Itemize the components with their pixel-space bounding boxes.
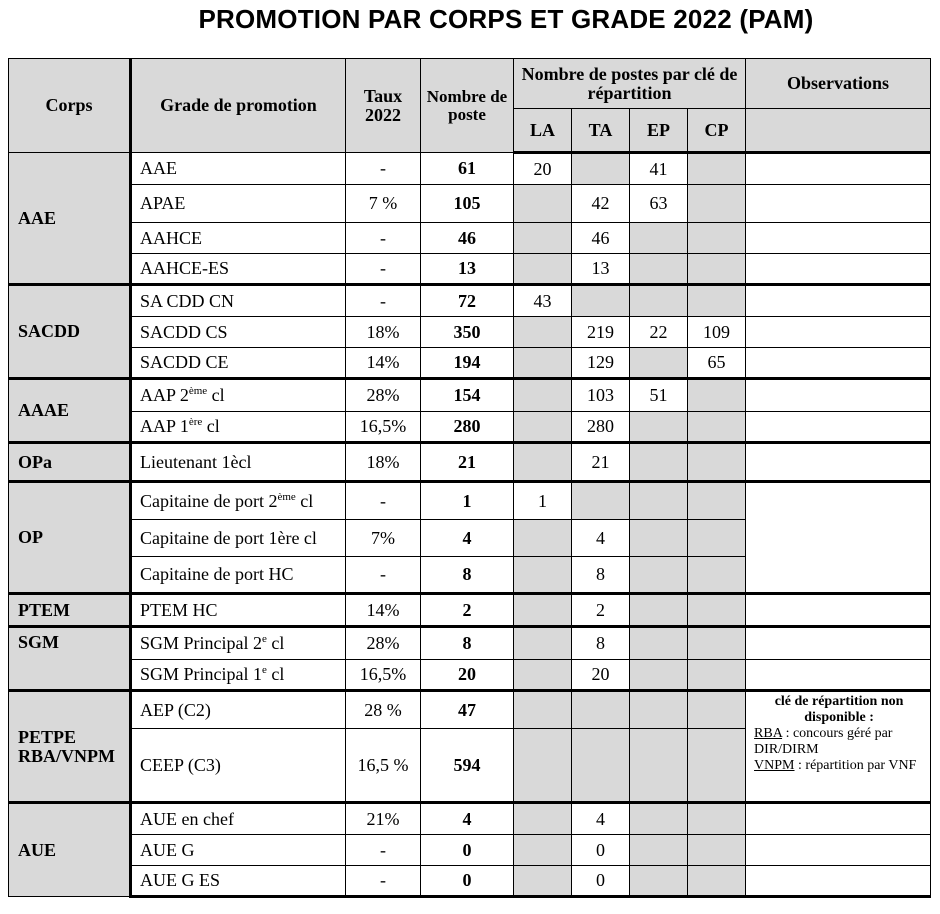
la-cell-empty bbox=[514, 557, 572, 594]
ep-cell: 51 bbox=[630, 379, 688, 412]
observation-cell bbox=[746, 627, 931, 660]
nombre-cell: 594 bbox=[421, 729, 514, 803]
grade-cell: SA CDD CN bbox=[131, 285, 346, 317]
nombre-cell: 8 bbox=[421, 627, 514, 660]
cp-cell-empty bbox=[688, 594, 746, 627]
ta-cell: 129 bbox=[572, 348, 630, 379]
ep-cell-empty bbox=[630, 594, 688, 627]
cp-cell-empty bbox=[688, 835, 746, 866]
grade-cell: AAP 1ère cl bbox=[131, 412, 346, 443]
taux-cell: 16,5% bbox=[346, 660, 421, 691]
page-title: PROMOTION PAR CORPS ET GRADE 2022 (PAM) bbox=[198, 4, 814, 34]
cp-cell-empty bbox=[688, 557, 746, 594]
ta-cell: 280 bbox=[572, 412, 630, 443]
header-repartition: Nombre de postes par clé de répartition bbox=[514, 59, 746, 109]
la-cell-empty bbox=[514, 627, 572, 660]
nombre-cell: 0 bbox=[421, 835, 514, 866]
cp-cell: 65 bbox=[688, 348, 746, 379]
cp-cell-empty bbox=[688, 443, 746, 482]
cp-cell-empty bbox=[688, 520, 746, 557]
ep-cell-empty bbox=[630, 835, 688, 866]
ep-cell-empty bbox=[630, 691, 688, 729]
ta-cell: 0 bbox=[572, 866, 630, 897]
ta-cell: 4 bbox=[572, 803, 630, 835]
promotion-table bbox=[8, 58, 931, 898]
la-cell-empty bbox=[514, 835, 572, 866]
ta-cell: 4 bbox=[572, 520, 630, 557]
la-cell: 1 bbox=[514, 482, 572, 520]
taux-cell: - bbox=[346, 254, 421, 285]
observation-cell bbox=[746, 317, 931, 348]
la-cell-empty bbox=[514, 520, 572, 557]
ep-cell-empty bbox=[630, 443, 688, 482]
grade-cell: Capitaine de port 2ème cl bbox=[131, 482, 346, 520]
nombre-cell: 8 bbox=[421, 557, 514, 594]
ta-cell: 13 bbox=[572, 254, 630, 285]
header-nombre: Nombre de poste bbox=[421, 59, 514, 153]
ep-cell-empty bbox=[630, 285, 688, 317]
observation-cell bbox=[746, 153, 931, 185]
grade-cell: Capitaine de port 1ère cl bbox=[131, 520, 346, 557]
taux-cell: 28 % bbox=[346, 691, 421, 729]
ta-cell: 20 bbox=[572, 660, 630, 691]
corps-petpe: PETPE RBA/VNPM bbox=[9, 691, 131, 803]
taux-cell: 16,5 % bbox=[346, 729, 421, 803]
grade-cell: AAHCE bbox=[131, 223, 346, 254]
corps-aue: AUE bbox=[9, 803, 131, 897]
ta-cell: 2 bbox=[572, 594, 630, 627]
corps-sacdd: SACDD bbox=[9, 285, 131, 379]
la-cell: 43 bbox=[514, 285, 572, 317]
corps-opa: OPa bbox=[9, 443, 131, 482]
observation-cell bbox=[746, 660, 931, 691]
grade-cell: AAHCE-ES bbox=[131, 254, 346, 285]
la-cell-empty bbox=[514, 185, 572, 223]
la-cell-empty bbox=[514, 594, 572, 627]
la-cell-empty bbox=[514, 348, 572, 379]
cp-cell-empty bbox=[688, 482, 746, 520]
observation-cell bbox=[746, 379, 931, 412]
nombre-cell: 46 bbox=[421, 223, 514, 254]
taux-cell: - bbox=[346, 153, 421, 185]
la-cell-empty bbox=[514, 254, 572, 285]
ta-cell-empty bbox=[572, 729, 630, 803]
header-cp: CP bbox=[688, 109, 746, 153]
observation-cell bbox=[746, 348, 931, 379]
ep-cell-empty bbox=[630, 412, 688, 443]
taux-cell: 18% bbox=[346, 443, 421, 482]
taux-cell: 21% bbox=[346, 803, 421, 835]
grade-cell: SGM Principal 2e cl bbox=[131, 627, 346, 660]
corps-aae: AAE bbox=[9, 153, 131, 285]
grade-cell: AEP (C2) bbox=[131, 691, 346, 729]
grade-cell: Lieutenant 1ècl bbox=[131, 443, 346, 482]
nombre-cell: 20 bbox=[421, 660, 514, 691]
ta-cell: 8 bbox=[572, 627, 630, 660]
taux-cell: 14% bbox=[346, 348, 421, 379]
grade-cell: AAE bbox=[131, 153, 346, 185]
ep-cell-empty bbox=[630, 254, 688, 285]
nombre-cell: 194 bbox=[421, 348, 514, 379]
nombre-cell: 4 bbox=[421, 803, 514, 835]
taux-cell: 18% bbox=[346, 317, 421, 348]
nombre-cell: 72 bbox=[421, 285, 514, 317]
ta-cell: 219 bbox=[572, 317, 630, 348]
nombre-cell: 13 bbox=[421, 254, 514, 285]
header-corps: Corps bbox=[9, 59, 131, 153]
la-cell-empty bbox=[514, 317, 572, 348]
ta-cell: 8 bbox=[572, 557, 630, 594]
nombre-cell: 1 bbox=[421, 482, 514, 520]
corps-sgm: SGM bbox=[9, 627, 131, 691]
rba-term: RBA bbox=[754, 726, 783, 742]
taux-cell: - bbox=[346, 285, 421, 317]
corps-aaae: AAAE bbox=[9, 379, 131, 443]
rba-text: : concours géré par DIR/DIRM bbox=[754, 726, 893, 758]
cp-cell-empty bbox=[688, 254, 746, 285]
ep-cell-empty bbox=[630, 520, 688, 557]
cp-cell-empty bbox=[688, 153, 746, 185]
corps-ptem: PTEM bbox=[9, 594, 131, 627]
grade-cell: SACDD CS bbox=[131, 317, 346, 348]
grade-cell: APAE bbox=[131, 185, 346, 223]
ta-cell-empty bbox=[572, 285, 630, 317]
cp-cell-empty bbox=[688, 223, 746, 254]
cp-cell-empty bbox=[688, 379, 746, 412]
observation-cell bbox=[746, 412, 931, 443]
taux-cell: 14% bbox=[346, 594, 421, 627]
observation-cell bbox=[746, 835, 931, 866]
ta-cell-empty bbox=[572, 153, 630, 185]
taux-cell: 28% bbox=[346, 627, 421, 660]
vnpm-text: : répartition par VNF bbox=[794, 758, 917, 774]
grade-cell: SACDD CE bbox=[131, 348, 346, 379]
nombre-cell: 61 bbox=[421, 153, 514, 185]
ep-cell: 63 bbox=[630, 185, 688, 223]
taux-cell: - bbox=[346, 557, 421, 594]
la-cell-empty bbox=[514, 379, 572, 412]
grade-cell: AUE G bbox=[131, 835, 346, 866]
cp-cell-empty bbox=[688, 660, 746, 691]
taux-cell: - bbox=[346, 866, 421, 897]
observation-petpe bbox=[746, 691, 931, 803]
grade-cell: CEEP (C3) bbox=[131, 729, 346, 803]
nombre-cell: 350 bbox=[421, 317, 514, 348]
ta-cell-empty bbox=[572, 482, 630, 520]
la-cell-empty bbox=[514, 729, 572, 803]
ep-cell-empty bbox=[630, 348, 688, 379]
taux-cell: - bbox=[346, 835, 421, 866]
cp-cell-empty bbox=[688, 627, 746, 660]
observation-cell bbox=[746, 223, 931, 254]
observation-cell bbox=[746, 594, 931, 627]
observation-cell bbox=[746, 185, 931, 223]
header-ep: EP bbox=[630, 109, 688, 153]
cp-cell-empty bbox=[688, 412, 746, 443]
la-cell-empty bbox=[514, 443, 572, 482]
grade-cell: AAP 2ème cl bbox=[131, 379, 346, 412]
grade-cell: PTEM HC bbox=[131, 594, 346, 627]
ep-cell-empty bbox=[630, 866, 688, 897]
header-observations: Observations bbox=[746, 59, 931, 109]
la-cell-empty bbox=[514, 866, 572, 897]
la-cell-empty bbox=[514, 223, 572, 254]
cp-cell-empty bbox=[688, 866, 746, 897]
ep-cell-empty bbox=[630, 660, 688, 691]
la-cell-empty bbox=[514, 660, 572, 691]
nombre-cell: 21 bbox=[421, 443, 514, 482]
cp-cell-empty bbox=[688, 691, 746, 729]
la-cell-empty bbox=[514, 691, 572, 729]
ep-cell-empty bbox=[630, 482, 688, 520]
grade-cell: AUE en chef bbox=[131, 803, 346, 835]
observation-cell bbox=[746, 254, 931, 285]
corps-op: OP bbox=[9, 482, 131, 594]
ep-cell-empty bbox=[630, 803, 688, 835]
ta-cell-empty bbox=[572, 691, 630, 729]
grade-cell: SGM Principal 1e cl bbox=[131, 660, 346, 691]
observation-cell bbox=[746, 482, 931, 594]
observation-cell bbox=[746, 803, 931, 835]
taux-cell: 7% bbox=[346, 520, 421, 557]
ta-cell: 21 bbox=[572, 443, 630, 482]
observation-cell bbox=[746, 443, 931, 482]
cp-cell-empty bbox=[688, 729, 746, 803]
la-cell: 20 bbox=[514, 153, 572, 185]
grade-cell: AUE G ES bbox=[131, 866, 346, 897]
ep-cell: 22 bbox=[630, 317, 688, 348]
header-grade: Grade de promotion bbox=[131, 59, 346, 153]
taux-cell: 28% bbox=[346, 379, 421, 412]
nombre-cell: 280 bbox=[421, 412, 514, 443]
la-cell-empty bbox=[514, 412, 572, 443]
ta-cell: 42 bbox=[572, 185, 630, 223]
nombre-cell: 4 bbox=[421, 520, 514, 557]
nombre-cell: 2 bbox=[421, 594, 514, 627]
observation-heading: clé de répartition non disponible : bbox=[774, 694, 904, 726]
nombre-cell: 154 bbox=[421, 379, 514, 412]
ta-cell: 46 bbox=[572, 223, 630, 254]
cp-cell-empty bbox=[688, 803, 746, 835]
taux-cell: - bbox=[346, 223, 421, 254]
nombre-cell: 0 bbox=[421, 866, 514, 897]
ep-cell-empty bbox=[630, 627, 688, 660]
cp-cell-empty bbox=[688, 185, 746, 223]
header-observations-blank bbox=[746, 109, 931, 153]
nombre-cell: 105 bbox=[421, 185, 514, 223]
vnpm-term: VNPM bbox=[754, 758, 795, 774]
ep-cell: 41 bbox=[630, 153, 688, 185]
ta-cell: 103 bbox=[572, 379, 630, 412]
nombre-cell: 47 bbox=[421, 691, 514, 729]
taux-cell: - bbox=[346, 482, 421, 520]
observation-cell bbox=[746, 866, 931, 897]
observation-cell bbox=[746, 285, 931, 317]
ep-cell-empty bbox=[630, 729, 688, 803]
cp-cell: 109 bbox=[688, 317, 746, 348]
header-taux: Taux 2022 bbox=[346, 59, 421, 153]
taux-cell: 7 % bbox=[346, 185, 421, 223]
taux-cell: 16,5% bbox=[346, 412, 421, 443]
grade-cell: Capitaine de port HC bbox=[131, 557, 346, 594]
ta-cell: 0 bbox=[572, 835, 630, 866]
ep-cell-empty bbox=[630, 223, 688, 254]
header-ta: TA bbox=[572, 109, 630, 153]
la-cell-empty bbox=[514, 803, 572, 835]
cp-cell-empty bbox=[688, 285, 746, 317]
ep-cell-empty bbox=[630, 557, 688, 594]
header-la: LA bbox=[514, 109, 572, 153]
